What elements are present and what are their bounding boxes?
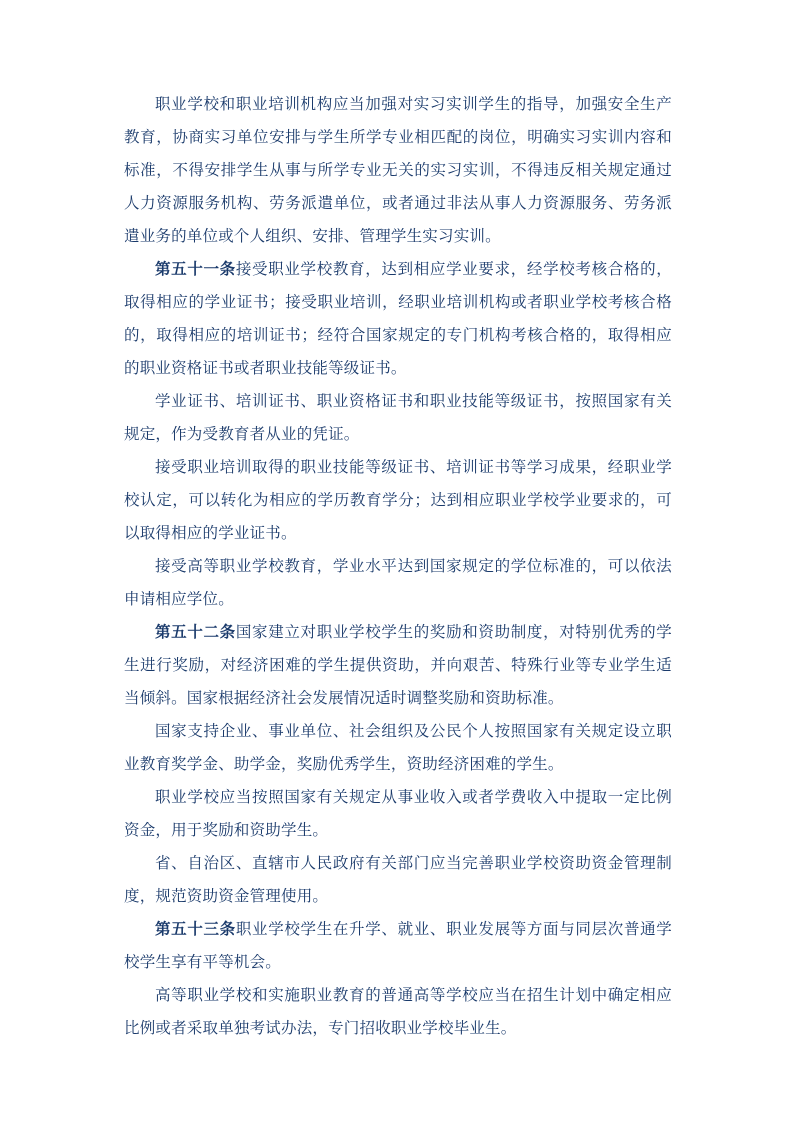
paragraph-text: 国家支持企业、事业单位、社会组织及公民个人按照国家有关规定设立职业教育奖学金、助学金，奖励优秀学生，资助经济困难的学生。 — [124, 723, 672, 773]
paragraph — [124, 913, 672, 979]
paragraph — [124, 88, 672, 253]
paragraph-text: 接受高等职业学校教育，学业水平达到国家规定的学位标准的，可以依法申请相应学位。 — [124, 558, 672, 608]
paragraph-text: 学业证书、培训证书、职业资格证书和职业技能等级证书，按照国家有关规定，作为受教育者从业的凭证。 — [124, 393, 672, 443]
document-body — [124, 88, 672, 1045]
paragraph-text: 国家建立对职业学校学生的奖励和资助制度，对特别优秀的学生进行奖励，对经济困难的学生提供资助，并向艰苦、特殊行业等专业学生适当倾斜。国家根据经济社会发展情况适时调整奖励和资助标准。 — [124, 624, 672, 707]
article-label: 第五十一条 — [155, 261, 236, 278]
paragraph — [124, 253, 672, 385]
paragraph-text: 接受职业学校教育，达到相应学业要求，经学校考核合格的，取得相应的学业证书；接受职业培训，经职业培训机构或者职业学校考核合格的，取得相应的培训证书；经符合国家规定的专门机构考核合格的，取得相应的职业资格证书或者职业技能等级证书。 — [124, 261, 672, 377]
paragraph — [124, 847, 672, 913]
paragraph-text: 职业学校和职业培训机构应当加强对实习实训学生的指导，加强安全生产教育，协商实习单位安排与学生所学专业相匹配的岗位，明确实习实训内容和标准，不得安排学生从事与所学专业无关的实习实训，不得违反相关规定通过人力资源服务机构、劳务派遣单位，或者通过非法从事人力资源服务、劳务派遣业务的单位或个人组织、安排、管理学生实习实训。 — [124, 96, 672, 245]
paragraph — [124, 451, 672, 550]
article-label: 第五十二条 — [155, 624, 236, 641]
paragraph — [124, 715, 672, 781]
article-label: 第五十三条 — [155, 921, 236, 938]
paragraph-text: 职业学校学生在升学、就业、职业发展等方面与同层次普通学校学生享有平等机会。 — [124, 921, 672, 971]
paragraph — [124, 616, 672, 715]
paragraph — [124, 979, 672, 1045]
paragraph — [124, 781, 672, 847]
paragraph-text: 省、自治区、直辖市人民政府有关部门应当完善职业学校资助资金管理制度，规范资助资金管理使用。 — [124, 855, 672, 905]
paragraph — [124, 385, 672, 451]
paragraph — [124, 550, 672, 616]
paragraph-text: 高等职业学校和实施职业教育的普通高等学校应当在招生计划中确定相应比例或者采取单独考试办法，专门招收职业学校毕业生。 — [124, 987, 672, 1037]
paragraph-text: 职业学校应当按照国家有关规定从事业收入或者学费收入中提取一定比例资金，用于奖励和资助学生。 — [124, 789, 672, 839]
paragraph-text: 接受职业培训取得的职业技能等级证书、培训证书等学习成果，经职业学校认定，可以转化为相应的学历教育学分；达到相应职业学校学业要求的，可以取得相应的学业证书。 — [124, 459, 672, 542]
